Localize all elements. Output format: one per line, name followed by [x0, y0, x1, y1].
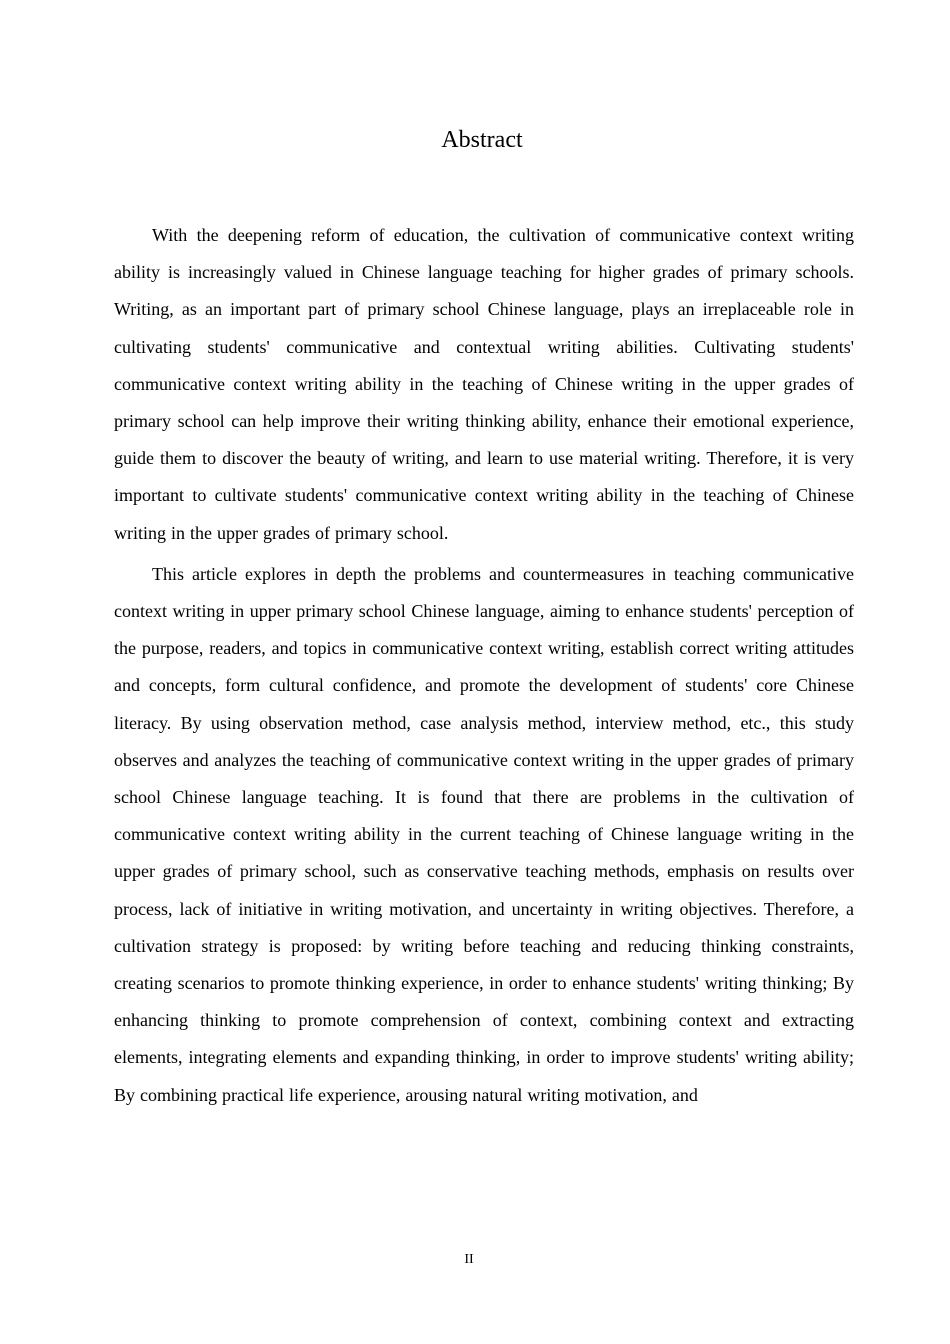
page-number: II	[464, 1252, 474, 1267]
abstract-paragraph-1: With the deepening reform of education, the cultivation of communicative context writing ability is increasingly valued in Chinese language teaching for higher grades of primary schools. Writing, as an important part of primary school Chinese language, plays an irreplaceable role in cultivating students' communicative and contextual writing abilities. Cultivating students' communicative context writing ability in the teaching of Chinese writing in the upper grades of primary school can help improve their writing thinking ability, enhance their emotional experience, guide them to discover the beauty of writing, and learn to use material writing. Therefore, it is very important to cultivate students' communicative context writing ability in the teaching of Chinese writing in the upper grades of primary school.	[114, 225, 854, 543]
abstract-body	[114, 217, 854, 1114]
abstract-title: Abstract	[441, 127, 523, 153]
abstract-paragraph-2: This article explores in depth the problems and countermeasures in teaching communicative context writing in upper primary school Chinese language, aiming to enhance students' perception of the purpose, readers, and topics in communicative context writing, establish correct writing attitudes and concepts, form cultural confidence, and promote the development of students' core Chinese literacy. By using observation method, case analysis method, interview method, etc., this study observes and analyzes the teaching of communicative context writing in the upper grades of primary school Chinese language teaching. It is found that there are problems in the cultivation of communicative context writing ability in the current teaching of Chinese language writing in the upper grades of primary school, such as conservative teaching methods, emphasis on results over process, lack of initiative in writing motivation, and uncertainty in writing objectives. Therefore, a cultivation strategy is proposed: by writing before teaching and reducing thinking constraints, creating scenarios to promote thinking experience, in order to enhance students' writing thinking; By enhancing thinking to promote comprehension of context, combining context and extracting elements, integrating elements and expanding thinking, in order to improve students' writing ability; By combining practical life experience, arousing natural writing motivation, and	[114, 563, 854, 1105]
